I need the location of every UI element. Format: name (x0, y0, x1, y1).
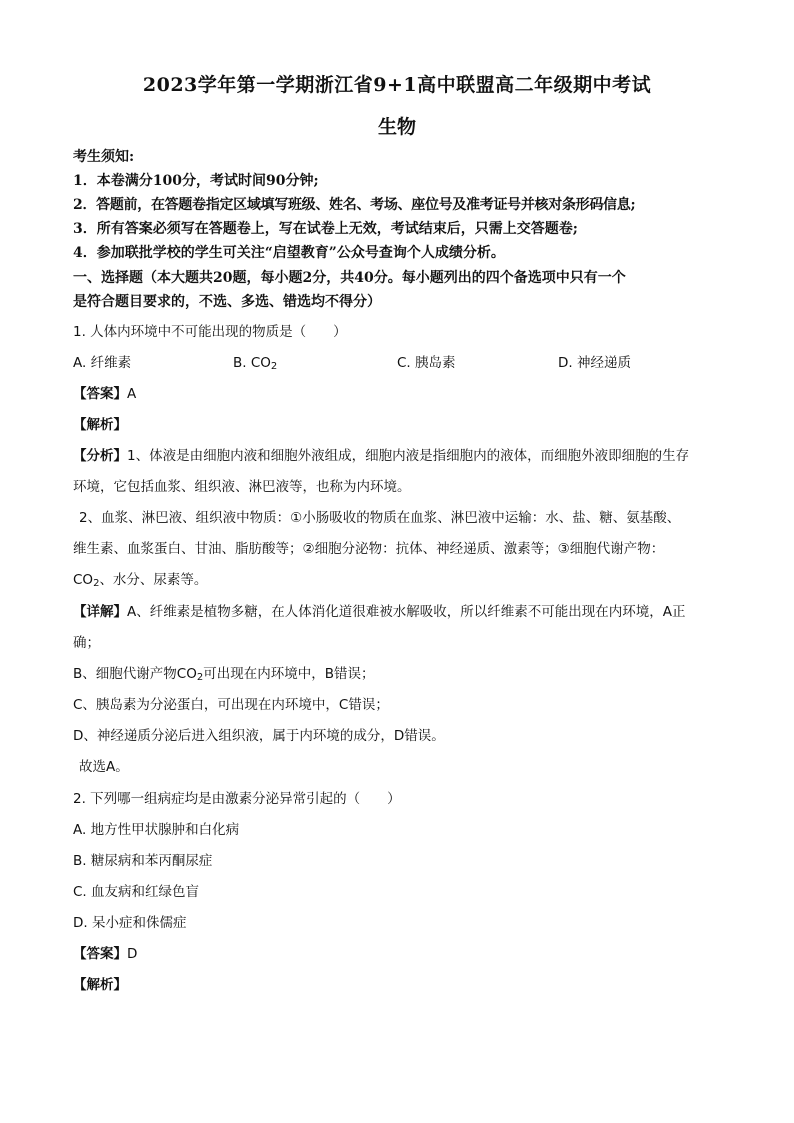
q2-stem: 2. 下列哪一组病症均是由激素分泌异常引起的（ ） (73, 791, 401, 807)
q1-option-b-text: B. CO (233, 355, 271, 371)
q1-analysis-label: 【解析】 (73, 417, 127, 433)
section-heading-line-1: 一、选择题（本大题共20题，每小题2分，共40分。每小题列出的四个备选项中只有一个 (73, 270, 626, 286)
notice-item-4: 4．参加联批学校的学生可关注“启望教育”公众号查询个人成绩分析。 (73, 245, 505, 261)
q2-answer-line (73, 944, 723, 964)
q1-xiangjie-b-subscript: 2 (196, 672, 204, 683)
q1-stem: 1. 人体内环境中不可能出现的物质是（ ） (73, 324, 347, 340)
q1-answer-value: A (127, 386, 137, 402)
q1-xiangjie-b (73, 664, 723, 684)
q1-fenxi-line-2: 环境，它包括血浆、组织液、淋巴液等，也称为内环境。 (73, 479, 411, 495)
q1-fenxi-text-5: 、水分、尿素等。 (99, 572, 208, 588)
q1-fenxi-co2-subscript: 2 (93, 578, 100, 589)
q1-xiangjie-line-1 (73, 602, 723, 622)
q2-option-c: C. 血友病和红绿色盲 (73, 884, 200, 900)
exam-title: 2023学年第一学期浙江省9+1高中联盟高二年级期中考试 (142, 74, 652, 96)
q2-answer-value: D (127, 946, 138, 962)
q1-xiangjie-line-2: 确； (73, 635, 100, 651)
q1-xiangjie-c: C、胰岛素为分泌蛋白，可出现在内环境中，C错误； (73, 697, 389, 713)
q1-xiangjie-text-1: A、纤维素是植物多糖，在人体消化道很难被水解吸收，所以纤维素不可能出现在内环境，A正 (127, 604, 686, 620)
q1-fenxi-line-5 (73, 570, 723, 590)
q1-fenxi-line-3: 2、血浆、淋巴液、组织液中物质：①小肠吸收的物质在血浆、淋巴液中运输：水、盐、糖、氨基酸、 (79, 510, 681, 526)
q1-fenxi-line-4: 维生素、血浆蛋白、甘油、脂肪酸等；②细胞分泌物：抗体、神经递质、激素等；③细胞代谢产物： (73, 541, 665, 557)
q1-option-a: A. 纤维素 (73, 355, 132, 371)
notice-item-2: 2．答题前，在答题卷指定区域填写班级、姓名、考场、座位号及准考证号并核对条形码信息; (73, 197, 636, 213)
q2-option-d: D. 呆小症和侏儒症 (73, 915, 187, 931)
q2-analysis-label: 【解析】 (73, 977, 127, 993)
notice-heading: 考生须知: (73, 149, 135, 165)
q2-answer-tag: 【答案】 (73, 946, 127, 962)
q1-xiangjie-tag: 【详解】 (73, 604, 127, 620)
q2-analysis-tag (73, 975, 723, 995)
q1-analysis-tag (73, 415, 723, 435)
q1-option-c: C. 胰岛素 (397, 355, 456, 371)
subject-title: 生物 (377, 116, 416, 138)
q1-fenxi-co2: CO (73, 572, 94, 588)
q1-xiangjie-b-text: B、细胞代谢产物CO (73, 666, 197, 682)
q1-fenxi-line-1 (73, 446, 723, 466)
q2-option-b: B. 糖尿病和苯丙酮尿症 (73, 853, 213, 869)
notice-item-3: 3．所有答案必须写在答题卷上，写在试卷上无效，考试结束后，只需上交答题卷; (73, 221, 578, 237)
q1-answer-line (73, 384, 723, 404)
q1-fenxi-text-1: 1、体液是由细胞内液和细胞外液组成，细胞内液是指细胞内的液体，而细胞外液即细胞的生存 (127, 448, 690, 464)
q1-option-d: D. 神经递质 (558, 355, 631, 371)
q2-option-a: A. 地方性甲状腺肿和白化病 (73, 822, 240, 838)
q1-xiangjie-b-rest: 可出现在内环境中，B错误； (203, 666, 375, 682)
section-heading-line-2: 是符合题目要求的，不选、多选、错选均不得分） (73, 294, 381, 310)
q1-conclusion: 故选A。 (79, 759, 129, 775)
notice-item-1: 1．本卷满分100分，考试时间90分钟; (73, 173, 319, 189)
q1-xiangjie-d: D、神经递质分泌后进入组织液，属于内环境的成分，D错误。 (73, 728, 445, 744)
q1-answer-tag: 【答案】 (73, 386, 127, 402)
q1-option-b (233, 353, 277, 373)
q1-fenxi-tag: 【分析】 (73, 448, 127, 464)
q1-option-b-subscript: 2 (270, 361, 278, 372)
